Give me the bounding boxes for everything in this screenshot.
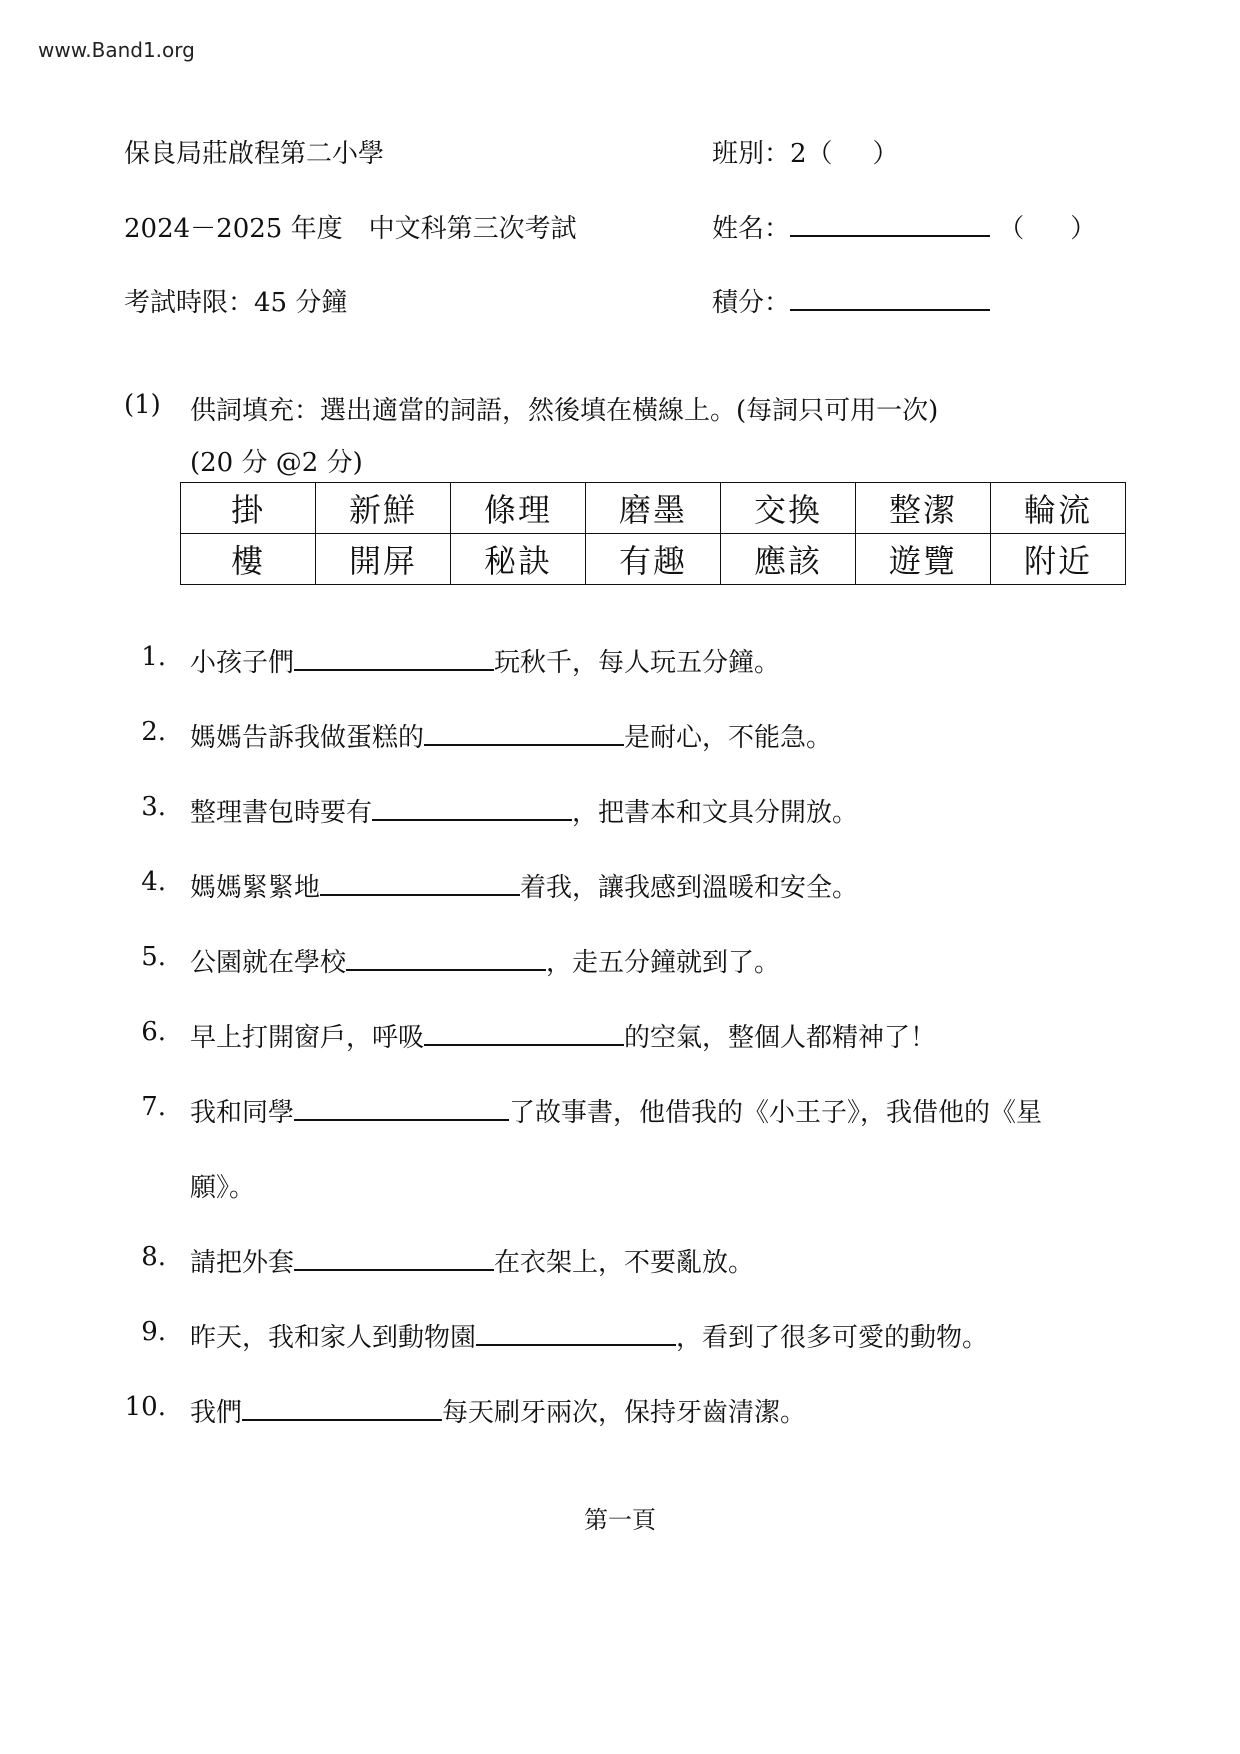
question-number: 3. [141,792,166,822]
answer-blank[interactable] [372,795,572,821]
name-paren-open: （ [998,214,1025,244]
question-text-after: ，走五分鐘就到了。 [546,948,781,978]
question-number: 8. [141,1242,166,1272]
answer-blank[interactable] [424,720,624,746]
question-2 [190,717,832,754]
word-bank-cell: 掛 [181,483,316,534]
answer-blank[interactable] [476,1320,676,1346]
question-text-before: 我和同學 [190,1098,295,1128]
question-text-after: 了故事書，他借我的《小王子》，我借他的《星 [509,1098,1043,1128]
question-text-after: 着我，讓我感到溫暖和安全。 [520,873,859,903]
question-text-before: 公園就在學校 [190,948,347,978]
question-6 [190,1017,936,1054]
site-watermark: www.Band1.org [38,38,195,62]
question-1 [190,642,780,679]
section-instruction: 供詞填充：選出適當的詞語，然後填在橫線上。(每詞只可用一次) [190,396,939,426]
question-7-continuation: 願》。 [190,1173,256,1203]
word-bank-cell: 開屏 [316,534,451,585]
class-label: 班別：2（ [712,139,833,169]
time-limit: 考試時限：45 分鐘 [124,288,348,318]
score-field [712,282,990,319]
answer-blank[interactable] [346,945,546,971]
question-text-before: 整理書包時要有 [190,798,373,828]
word-bank-cell: 交換 [721,483,856,534]
section-number: (1) [124,390,161,420]
question-text-before: 小孩子們 [190,648,295,678]
exam-title: 2024－2025 年度 中文科第三次考試 [124,214,577,244]
word-bank-cell: 條理 [451,483,586,534]
class-field [712,133,899,170]
answer-blank[interactable] [320,870,520,896]
question-number: 1. [141,642,166,672]
question-number: 2. [141,717,166,747]
question-text-before: 我們 [190,1398,243,1428]
question-number: 4. [141,867,166,897]
question-7 [190,1092,1042,1129]
word-bank-cell: 有趣 [586,534,721,585]
word-bank-cell: 整潔 [856,483,991,534]
word-bank-cell: 遊覽 [856,534,991,585]
question-text-after: ，看到了很多可愛的動物。 [676,1323,989,1353]
class-close: ） [872,139,899,169]
question-8 [190,1242,754,1279]
word-bank-cell: 附近 [991,534,1126,585]
question-text-before: 請把外套 [190,1248,295,1278]
question-number: 5. [141,942,166,972]
question-text-after: 是耐心，不能急。 [624,723,833,753]
page-number: 第一頁 [584,1506,656,1534]
question-5 [190,942,780,979]
answer-blank[interactable] [294,1095,509,1121]
name-field [712,208,1096,245]
question-number: 9. [141,1317,166,1347]
word-bank-cell: 秘訣 [451,534,586,585]
word-bank-cell: 應該 [721,534,856,585]
word-bank-cell: 新鮮 [316,483,451,534]
name-paren-close: ） [1070,214,1097,244]
answer-blank[interactable] [424,1020,624,1046]
question-text-before: 昨天，我和家人到動物園 [190,1323,477,1353]
question-number: 6. [141,1017,166,1047]
score-label: 積分： [712,288,791,318]
word-bank-row [181,483,1126,534]
question-3 [190,792,858,829]
word-bank-cell: 磨墨 [586,483,721,534]
question-10 [190,1392,806,1429]
question-text-before: 早上打開窗戶，呼吸 [190,1023,425,1053]
word-bank-cell: 輪流 [991,483,1126,534]
question-text-before: 媽媽緊緊地 [190,873,321,903]
score-blank[interactable] [790,287,990,311]
answer-blank[interactable] [242,1395,442,1421]
section-marks: (20 分 @2 分) [190,448,363,478]
answer-blank[interactable] [294,645,494,671]
question-text-after: 玩秋千，每人玩五分鐘。 [494,648,781,678]
question-4 [190,867,858,904]
question-text-after: 的空氣，整個人都精神了！ [624,1023,937,1053]
question-text-before: 媽媽告訴我做蛋糕的 [190,723,425,753]
word-bank-row [181,534,1126,585]
question-text-after: 在衣架上，不要亂放。 [494,1248,755,1278]
question-number: 10. [124,1392,166,1422]
answer-blank[interactable] [294,1245,494,1271]
word-bank-table [180,482,1126,585]
name-blank[interactable] [790,213,990,237]
name-label: 姓名： [712,214,791,244]
word-bank-cell: 樓 [181,534,316,585]
question-text-after: 每天刷牙兩次，保持牙齒清潔。 [442,1398,807,1428]
question-9 [190,1317,988,1354]
question-text-after: ，把書本和文具分開放。 [572,798,859,828]
question-number: 7. [141,1092,166,1122]
school-name: 保良局莊啟程第二小學 [124,139,385,169]
